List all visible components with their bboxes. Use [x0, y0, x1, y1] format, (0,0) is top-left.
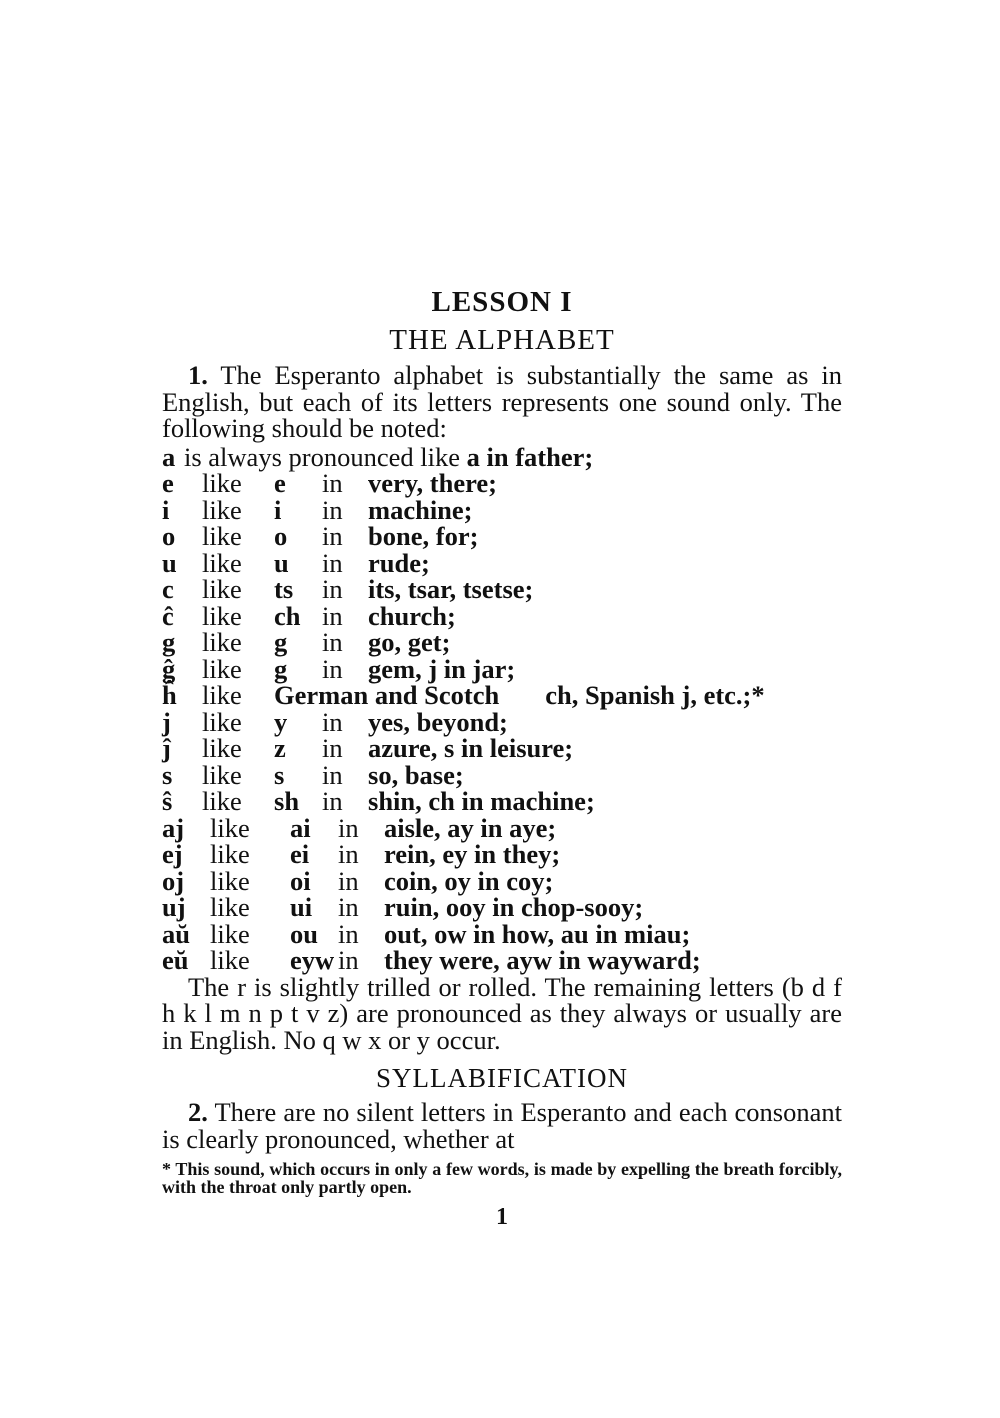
- example: shin, ch in machine;: [368, 786, 595, 816]
- sound: u: [274, 547, 289, 578]
- sound: ch: [274, 600, 301, 631]
- in-word: in: [338, 945, 359, 975]
- sound: z: [274, 733, 286, 763]
- letter: eŭ: [162, 945, 189, 975]
- sound: ou: [290, 918, 318, 949]
- in-word: in: [322, 494, 343, 525]
- paragraph-number: 1.: [188, 360, 208, 390]
- like-word: like: [202, 759, 242, 790]
- letter: ĉ: [162, 600, 174, 631]
- paragraph-number: 2.: [188, 1097, 208, 1127]
- intro-paragraph: [162, 362, 842, 442]
- letter: ej: [162, 839, 183, 869]
- in-word: in: [322, 574, 343, 604]
- example: yes, beyond;: [368, 706, 508, 737]
- letter: ŝ: [162, 786, 173, 816]
- sound: i: [274, 494, 282, 525]
- in-word: in: [322, 547, 343, 578]
- in-word: in: [486, 441, 509, 472]
- sound: ai: [290, 812, 311, 843]
- example: very, there;: [368, 468, 498, 498]
- sound: ui: [290, 892, 313, 922]
- example: aisle, ay in aye;: [384, 812, 557, 843]
- letter: i: [162, 494, 170, 525]
- in-word: in: [322, 786, 343, 816]
- alphabet-row: [162, 865, 842, 896]
- footnote: * This sound, which occurs in only a few words, is made by expelling the breath forcibly, with the throat only partly open.: [162, 1159, 842, 1197]
- alphabet-row: [162, 523, 842, 550]
- chapter-title: THE ALPHABET: [389, 324, 615, 356]
- sound: oi: [290, 865, 311, 896]
- example: azure, s in leisure;: [368, 733, 574, 763]
- example: out, ow in how, au in miau;: [384, 918, 691, 949]
- alphabet-row: [162, 682, 842, 709]
- diphthong-rows: [162, 812, 842, 975]
- alphabet-row: [162, 706, 842, 737]
- letter: aŭ: [162, 918, 190, 949]
- letter: ĝ: [162, 653, 176, 684]
- letter: s: [162, 759, 173, 790]
- sound: e: [274, 468, 286, 498]
- letter: ĥ: [162, 680, 177, 710]
- like-word: like: [210, 918, 250, 949]
- sound: ts: [274, 574, 294, 604]
- like-word: like: [202, 627, 242, 657]
- remaining-paragraph: [162, 971, 842, 1055]
- sound: a: [466, 441, 480, 472]
- in-word: in: [322, 653, 343, 684]
- alphabet-row: [162, 653, 842, 684]
- syllabification-text: There are no silent letters in Esperanto and each consonant is clearly pronounced, whether at: [162, 1097, 842, 1154]
- like-word: like: [202, 706, 242, 737]
- like-word: like: [202, 547, 242, 578]
- like-word: like: [202, 494, 242, 525]
- example: father;: [515, 441, 594, 472]
- sound: German and Scotch: [274, 680, 500, 710]
- in-word: in: [338, 918, 359, 949]
- alphabet-row: [162, 470, 842, 497]
- like-word: like: [202, 600, 242, 631]
- like-word: like: [202, 468, 242, 498]
- like-word: like: [210, 812, 250, 843]
- alphabet-row: [162, 441, 842, 472]
- letter: u: [162, 547, 177, 578]
- letter: a: [162, 441, 176, 472]
- example: church;: [368, 600, 456, 631]
- alphabet-row: [162, 894, 842, 921]
- in-word: in: [338, 865, 359, 896]
- example: ch, Spanish j, etc.;*: [545, 680, 765, 710]
- in-word: in: [322, 627, 343, 657]
- like-word: like: [210, 945, 250, 975]
- intro-text: The Esperanto alphabet is substantially the same as in English, but each of its letters represents one sound only. The following should be noted:: [162, 360, 842, 443]
- like-word: like: [202, 786, 242, 816]
- example: they were, ayw in wayward;: [384, 945, 701, 975]
- alphabet-row: [162, 547, 842, 578]
- example: bone, for;: [368, 521, 479, 551]
- alphabet-row: [162, 759, 842, 790]
- letter: j: [162, 706, 171, 737]
- like-word: like: [202, 680, 242, 710]
- letter: c: [162, 574, 174, 604]
- letter: uj: [162, 892, 186, 922]
- sound: y: [274, 706, 288, 737]
- sound: ei: [290, 839, 310, 869]
- alphabet-list: [162, 441, 842, 975]
- alphabet-row: [162, 600, 842, 631]
- like-word: like: [210, 839, 250, 869]
- alphabet-row: [162, 629, 842, 656]
- sound: s: [274, 759, 285, 790]
- syllabification-paragraph: [162, 1099, 842, 1152]
- like-word: like: [202, 653, 242, 684]
- example: rude;: [368, 547, 430, 578]
- alphabet-row: [162, 576, 842, 603]
- in-word: in: [322, 600, 343, 631]
- alphabet-row: [162, 812, 842, 843]
- example: machine;: [368, 494, 473, 525]
- example: rein, ey in they;: [384, 839, 561, 869]
- alphabet-row: [162, 735, 842, 762]
- letter: aj: [162, 812, 185, 843]
- sound: o: [274, 521, 288, 551]
- like-word: like: [202, 521, 242, 551]
- in-word: in: [338, 812, 359, 843]
- in-word: in: [322, 759, 343, 790]
- alphabet-row: [162, 494, 842, 525]
- in-word: in: [338, 892, 359, 922]
- example: coin, oy in coy;: [384, 865, 554, 896]
- letter: oj: [162, 865, 185, 896]
- sound: g: [274, 653, 288, 684]
- page-body: [162, 282, 842, 1231]
- in-word: in: [338, 839, 359, 869]
- alphabet-row: [162, 918, 842, 949]
- lesson-heading: LESSON I: [431, 286, 573, 318]
- example: go, get;: [368, 627, 451, 657]
- sound: eyw: [290, 945, 335, 975]
- example: its, tsar, tsetse;: [368, 574, 534, 604]
- like-word: like: [202, 733, 242, 763]
- like-word: like: [210, 865, 250, 896]
- sound: sh: [274, 786, 300, 816]
- in-word: in: [322, 706, 343, 737]
- sound: g: [274, 627, 288, 657]
- letter: e: [162, 468, 174, 498]
- like-word: like: [210, 892, 250, 922]
- remaining-text: The r is slightly trilled or rolled. The remaining letters (b d f h k l m n p t v z) are pronounced as they always or usually are in English. No q w x or y occur.: [162, 971, 842, 1055]
- in-word: in: [322, 733, 343, 763]
- example: gem, j in jar;: [368, 653, 516, 684]
- description: is always pronounced like: [184, 441, 460, 472]
- section-title: SYLLABIFICATION: [375, 1063, 628, 1093]
- alphabet-row: [162, 841, 842, 868]
- in-word: in: [322, 521, 343, 551]
- example: ruin, ooy in chop-sooy;: [384, 892, 644, 922]
- example: so, base;: [368, 759, 464, 790]
- letter: ĵ: [162, 733, 171, 763]
- letter-rows: [162, 470, 842, 815]
- like-word: like: [202, 574, 242, 604]
- page-number: 1: [496, 1204, 508, 1230]
- alphabet-row: [162, 947, 842, 974]
- alphabet-row: [162, 788, 842, 815]
- in-word: in: [322, 468, 343, 498]
- letter: o: [162, 521, 176, 551]
- letter: g: [162, 627, 176, 657]
